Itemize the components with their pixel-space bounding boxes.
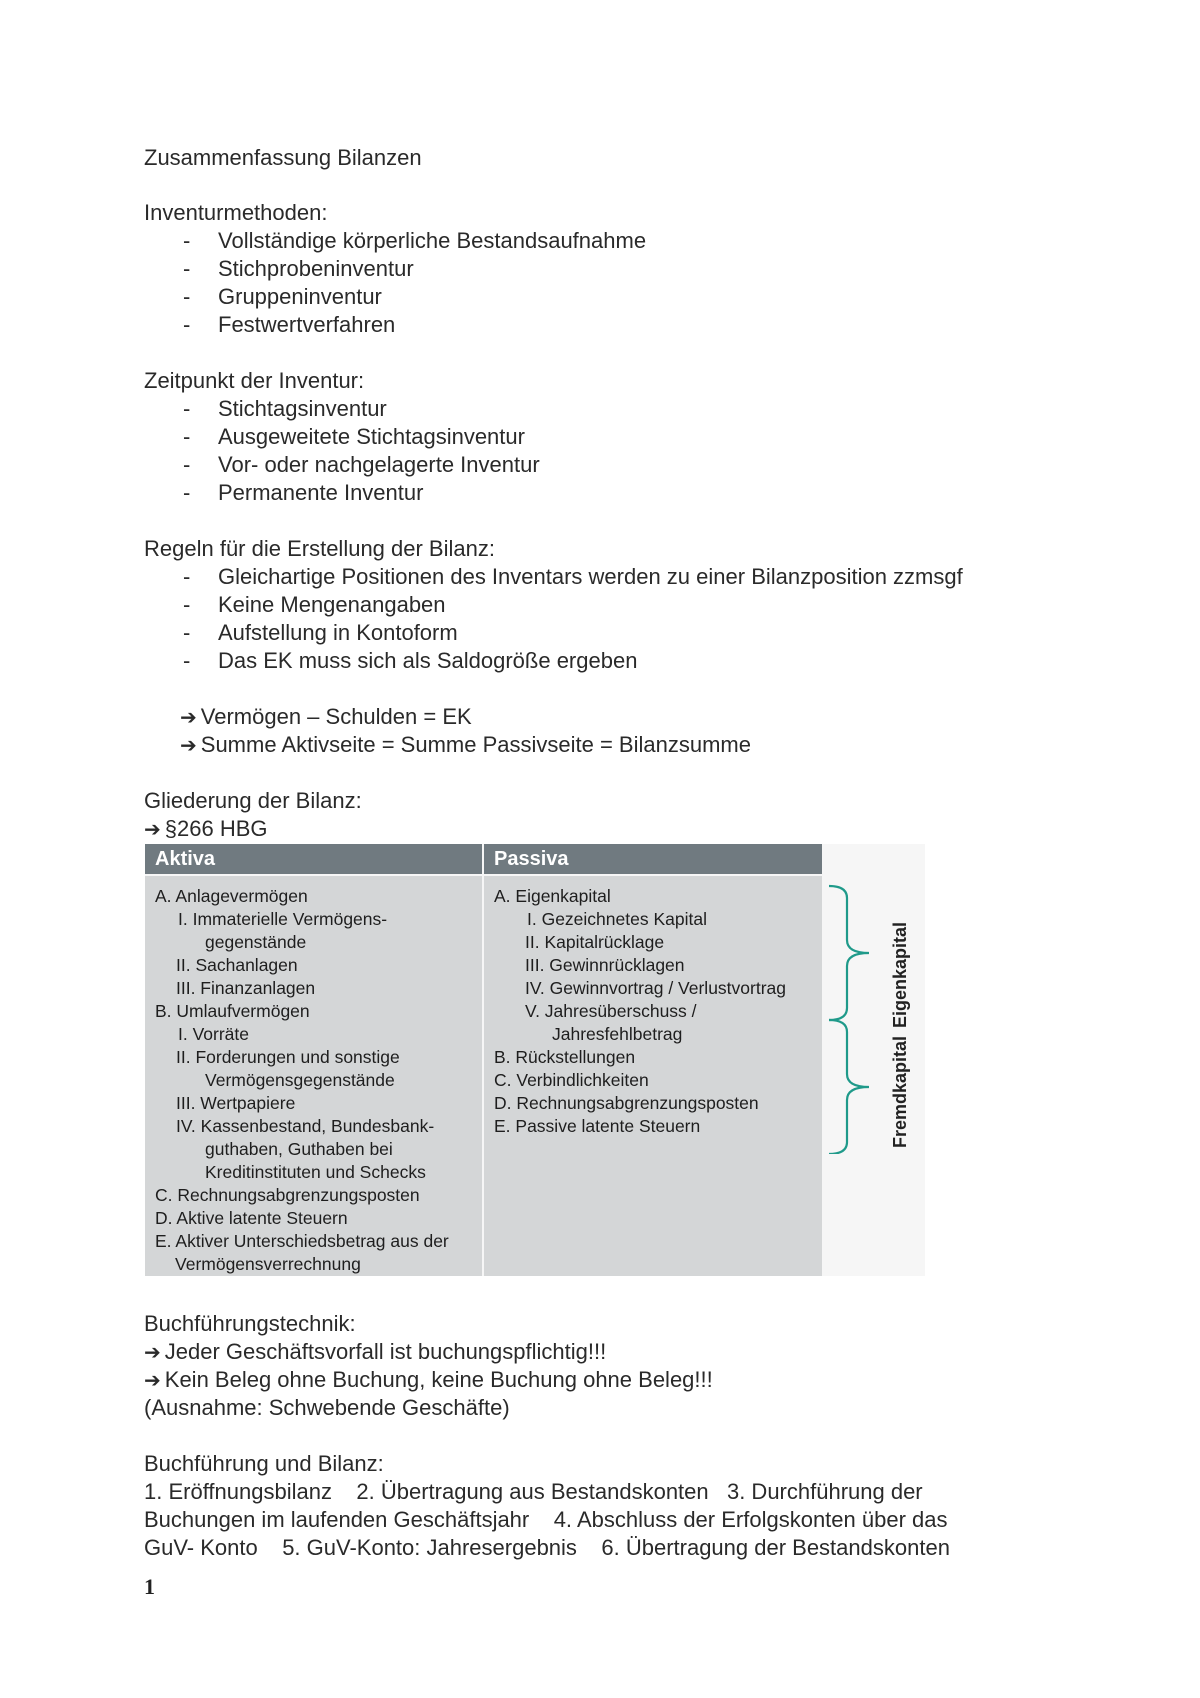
- section-heading-gliederung: Gliederung der Bilanz:: [144, 788, 362, 813]
- label-fremdkapital: Fremdkapital: [890, 1035, 910, 1148]
- bullet-dash: -: [183, 256, 191, 281]
- passiva-line: I. Gezeichnetes Kapital: [527, 909, 707, 929]
- curly-brace-icon: [827, 884, 877, 1154]
- arrow-text: Jeder Geschäftsvorfall ist buchungspflichtig!!!: [164, 1339, 607, 1364]
- section-heading-inventurmethoden: Inventurmethoden:: [144, 200, 328, 225]
- passiva-line: IV. Gewinnvortrag / Verlustvortrag: [525, 978, 787, 998]
- aktiva-line: B. Umlaufvermögen: [155, 1001, 310, 1021]
- list-item: Stichprobeninventur: [218, 256, 414, 281]
- brace-fremdkapital: [829, 1020, 869, 1154]
- list-item: Keine Mengenangaben: [218, 592, 446, 617]
- passiva-line: V. Jahresüberschuss /: [525, 1001, 697, 1021]
- list-item: Gleichartige Positionen des Inventars werden zu einer Bilanzposition zzmsgf: [218, 564, 963, 589]
- bullet-dash: -: [183, 284, 191, 309]
- aktiva-line: II. Forderungen und sonstige: [176, 1047, 400, 1067]
- passiva-line: E. Passive latente Steuern: [494, 1116, 701, 1136]
- section-heading-regeln: Regeln für die Erstellung der Bilanz:: [144, 536, 495, 561]
- arrow-text: Summe Aktivseite = Summe Passivseite = Bilanzsumme: [200, 732, 751, 757]
- list-item: Das EK muss sich als Saldogröße ergeben: [218, 648, 638, 673]
- aktiva-line: I. Immaterielle Vermögens-: [178, 909, 388, 929]
- list-item: Vollständige körperliche Bestandsaufnahme: [218, 228, 647, 253]
- passiva-header: Passiva: [484, 844, 822, 874]
- aktiva-line: II. Sachanlagen: [176, 955, 298, 975]
- section-heading-buchfuehrung-bilanz: Buchführung und Bilanz:: [144, 1451, 384, 1476]
- bullet-dash: -: [183, 592, 191, 617]
- list-item: Festwertverfahren: [218, 312, 396, 337]
- list-item: Aufstellung in Kontoform: [218, 620, 458, 645]
- passiva-line: C. Verbindlichkeiten: [494, 1070, 649, 1090]
- passiva-line: A. Eigenkapital: [494, 886, 611, 906]
- list-item: Gruppeninventur: [218, 284, 382, 309]
- passiva-line: D. Rechnungsabgrenzungsposten: [494, 1093, 759, 1113]
- arrow-text: Kein Beleg ohne Buchung, keine Buchung ohne Beleg!!!: [164, 1367, 713, 1392]
- passiva-line: B. Rückstellungen: [494, 1047, 636, 1067]
- aktiva-line: Vermögensgegenstände: [205, 1070, 395, 1090]
- brace-eigenkapital: [829, 886, 869, 1020]
- aktiva-line: guthaben, Guthaben bei: [205, 1139, 393, 1159]
- aktiva-line: I. Vorräte: [178, 1024, 250, 1044]
- bullet-dash: -: [183, 424, 191, 449]
- bilanz-gliederung-table: [145, 844, 925, 1276]
- aktiva-line: C. Rechnungsabgrenzungsposten: [155, 1185, 420, 1205]
- aktiva-line: E. Aktiver Unterschiedsbetrag aus der: [155, 1231, 449, 1251]
- bullet-dash: -: [183, 312, 191, 337]
- arrow-line: [144, 1338, 606, 1366]
- aktiva-line: Kreditinstituten und Schecks: [205, 1162, 426, 1182]
- passiva-line: Jahresfehlbetrag: [552, 1024, 683, 1044]
- list-item: Vor- oder nachgelagerte Inventur: [218, 452, 540, 477]
- list-item: Permanente Inventur: [218, 480, 424, 505]
- bullet-dash: -: [183, 452, 191, 477]
- right-arrow-icon: ➔: [144, 1340, 161, 1364]
- section-heading-buchfuehrungstechnik: Buchführungstechnik:: [144, 1311, 356, 1336]
- bullet-dash: -: [183, 564, 191, 589]
- paragraph-line: 1. Eröffnungsbilanz 2. Übertragung aus Bestandskonten 3. Durchführung der: [144, 1479, 923, 1504]
- passiva-line: II. Kapitalrücklage: [525, 932, 665, 952]
- list-item: Stichtagsinventur: [218, 396, 387, 421]
- hgb-reference: §266 HBG: [164, 816, 268, 841]
- aktiva-header: Aktiva: [145, 844, 482, 874]
- arrow-line: [180, 703, 472, 731]
- arrow-line: [144, 815, 268, 843]
- aktiva-line: Vermögensverrechnung: [175, 1254, 361, 1274]
- aktiva-line: D. Aktive latente Steuern: [155, 1208, 348, 1228]
- bullet-dash: -: [183, 480, 191, 505]
- list-item: Ausgeweitete Stichtagsinventur: [218, 424, 525, 449]
- arrow-text: Vermögen – Schulden = EK: [200, 704, 472, 729]
- passiva-line: III. Gewinnrücklagen: [525, 955, 685, 975]
- right-arrow-icon: ➔: [144, 1368, 161, 1392]
- bullet-dash: -: [183, 228, 191, 253]
- bullet-dash: -: [183, 396, 191, 421]
- arrow-line: [180, 731, 751, 759]
- right-arrow-icon: ➔: [180, 705, 197, 729]
- aktiva-line: IV. Kassenbestand, Bundesbank-: [176, 1116, 435, 1136]
- page-number: 1: [144, 1574, 155, 1599]
- bullet-dash: -: [183, 648, 191, 673]
- aktiva-line: gegenstände: [205, 932, 307, 952]
- document-title: Zusammenfassung Bilanzen: [144, 145, 422, 170]
- aktiva-line: A. Anlagevermögen: [155, 886, 308, 906]
- aktiva-line: III. Wertpapiere: [176, 1093, 296, 1113]
- bullet-dash: -: [183, 620, 191, 645]
- right-arrow-icon: ➔: [180, 733, 197, 757]
- note: (Ausnahme: Schwebende Geschäfte): [144, 1395, 510, 1420]
- right-arrow-icon: ➔: [144, 817, 161, 841]
- paragraph-line: Buchungen im laufenden Geschäftsjahr 4. Abschluss der Erfolgskonten über das: [144, 1507, 948, 1532]
- label-eigenkapital: Eigenkapital: [890, 921, 910, 1028]
- arrow-line: [144, 1366, 713, 1394]
- paragraph-line: GuV- Konto 5. GuV-Konto: Jahresergebnis 6. Übertragung der Bestandskonten: [144, 1535, 950, 1560]
- section-heading-zeitpunkt: Zeitpunkt der Inventur:: [144, 368, 365, 393]
- aktiva-line: III. Finanzanlagen: [176, 978, 316, 998]
